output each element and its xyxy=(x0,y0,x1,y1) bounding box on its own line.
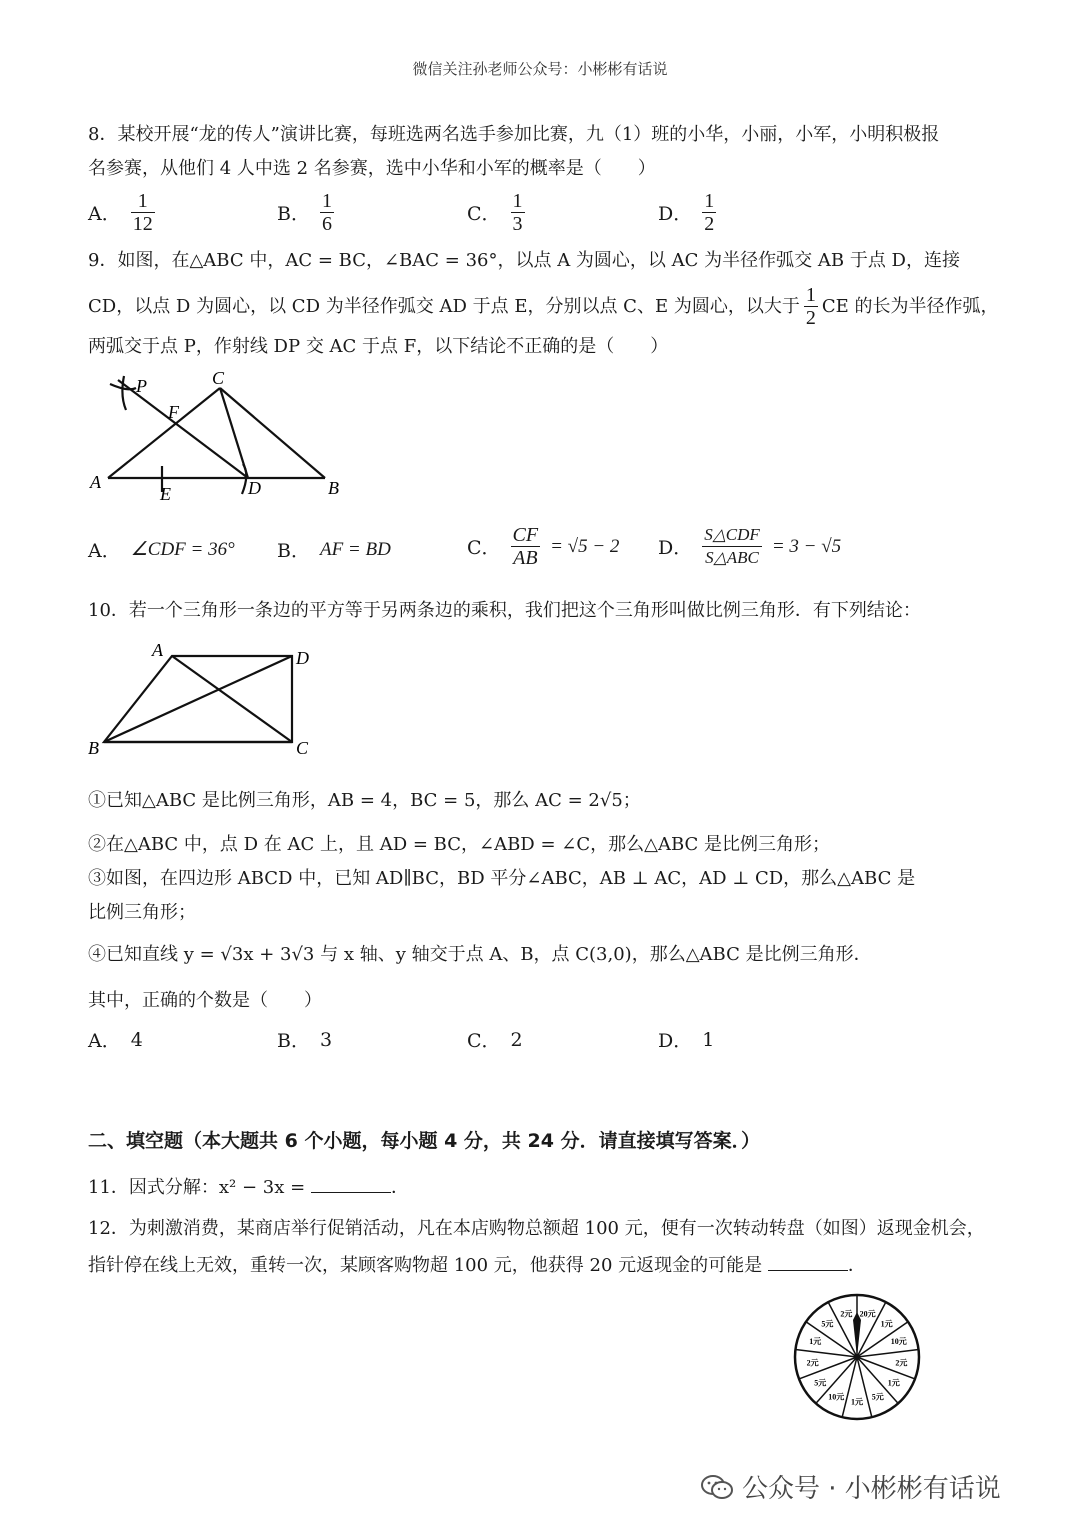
q9-line2 xyxy=(88,284,998,329)
fraction: $\frac{1}{6}$ xyxy=(321,190,332,235)
q9-option-d xyxy=(658,524,841,569)
fraction: $\frac{\text{S△CDF}}{\text{S△ABC}}$ xyxy=(704,525,760,567)
footer-watermark-text: 公众号 · 小彬彬有话说 xyxy=(742,1474,1001,1504)
option-text: 1 xyxy=(702,1028,715,1051)
label-e: E xyxy=(160,484,171,504)
q11 xyxy=(88,1172,409,1201)
section-2-title: 二、填空题（本大题共 6 个小题，每小题 4 分，共 24 分．请直接填写答案．） xyxy=(88,1130,761,1152)
q10-statement-4: ④已知直线 y = √3x + 3√3 与 x 轴、y 轴交于点 A、B，点 C(3,0)，那么△ABC 是比例三角形． xyxy=(88,944,872,965)
q9-option-c xyxy=(467,524,619,569)
option-text: AF = BD xyxy=(319,538,391,560)
q12-line2-text: 指针停在线上无效，重转一次，某顾客购物超 100 元，他获得 20 元返现金的可能是 xyxy=(88,1255,763,1276)
arc-p2 xyxy=(122,376,126,410)
wheel-sector-label: 2元 xyxy=(895,1358,908,1368)
q10-option-d xyxy=(658,1026,714,1053)
q9-option-a xyxy=(88,536,235,563)
q11-suffix: ． xyxy=(390,1177,409,1198)
option-label: C． xyxy=(467,537,501,559)
wheel-sector-label: 20元 xyxy=(859,1309,876,1319)
label-c: C xyxy=(296,738,309,758)
fraction: $\frac{1}{2}$ xyxy=(704,190,715,235)
option-label: A． xyxy=(88,540,121,562)
wheel-sector-label: 1元 xyxy=(809,1337,822,1347)
fraction: $\frac{1}{3}$ xyxy=(512,190,523,235)
label-b: B xyxy=(88,738,99,758)
option-label: C． xyxy=(467,1030,501,1052)
option-label: D． xyxy=(658,1030,693,1052)
option-label: B． xyxy=(277,540,310,562)
option-text: 2 xyxy=(510,1028,523,1051)
wheel-sector-label: 2元 xyxy=(840,1309,853,1319)
q8-option-d xyxy=(658,190,716,235)
wheel-sector-label: 2元 xyxy=(806,1358,819,1368)
option-text: = √5 − 2 xyxy=(550,535,620,557)
q9-option-b xyxy=(277,536,391,563)
fraction: $\frac{CF}{AB}$ xyxy=(512,524,539,569)
wheel-sector-label: 10元 xyxy=(828,1392,845,1402)
q12-answer-blank[interactable] xyxy=(768,1250,848,1271)
option-label: A． xyxy=(88,1030,121,1052)
option-label: B． xyxy=(277,203,310,225)
wheel-sector-label: 1元 xyxy=(887,1378,900,1388)
q9-line2-text: CD，以点 D 为圆心，以 CD 为半径作弧交 AD 于点 E，分别以点 C、E 为圆心，以大于 xyxy=(88,295,800,317)
q10-option-b xyxy=(277,1026,332,1053)
label-d: D xyxy=(248,478,261,498)
q10-option-a xyxy=(88,1026,143,1053)
wheel-sector-label: 5元 xyxy=(871,1392,884,1402)
segment-ac xyxy=(108,388,220,478)
q8-option-c xyxy=(467,190,525,235)
q12-line2 xyxy=(88,1250,866,1279)
label-p: P xyxy=(136,376,147,396)
footer-watermark xyxy=(700,1468,1001,1505)
q11-answer-blank[interactable] xyxy=(311,1172,391,1193)
q9-triangle-figure xyxy=(80,370,360,510)
option-label: D． xyxy=(658,537,693,559)
wheel-sector-label: 5元 xyxy=(821,1319,834,1329)
q9-line2-tail: CE 的长为半径作弧， xyxy=(821,295,999,317)
fraction: $\frac{1}{12}$ xyxy=(132,190,153,235)
option-text: 4 xyxy=(130,1028,143,1051)
q10-statement-3b: 比例三角形； xyxy=(88,902,196,923)
option-text: 3 xyxy=(319,1028,333,1051)
wechat-icon xyxy=(700,1474,734,1500)
diagonal-ac xyxy=(172,656,292,742)
option-text: ∠CDF = 36° xyxy=(130,539,235,560)
label-b: B xyxy=(328,478,339,498)
wheel-sector-label: 10元 xyxy=(890,1337,907,1347)
q12-line1: 12．为刺激消费，某商店举行促销活动，凡在本店购物总额超 100 元，便有一次转动转盘（如图）返现金机会， xyxy=(88,1218,985,1239)
q10-statement-2: ②在△ABC 中，点 D 在 AC 上，且 AD = BC，∠ABD = ∠C，那么△ABC 是比例三角形； xyxy=(88,834,831,855)
option-label: A． xyxy=(88,203,121,225)
q8-line2: 名参赛，从他们 4 人中选 2 名参赛，选中小华和小军的概率是（ ） xyxy=(88,158,656,179)
q9-line3: 两弧交于点 P，作射线 DP 交 AC 于点 F，以下结论不正确的是（ ） xyxy=(88,336,669,357)
label-f: F xyxy=(168,402,179,422)
wheel-hub xyxy=(854,1354,860,1360)
wheel-sector-label: 1元 xyxy=(880,1319,893,1329)
q10-stem: 10．若一个三角形一条边的平方等于另两条边的乘积，我们把这个三角形叫做比例三角形．有下列结论： xyxy=(88,600,921,621)
diagonal-bd xyxy=(104,656,292,742)
q10-statement-1: ①已知△ABC 是比例三角形，AB = 4，BC = 5，那么 AC = 2√5； xyxy=(88,790,641,811)
option-label: D． xyxy=(658,203,693,225)
q10-statement-3a: ③如图，在四边形 ABCD 中，已知 AD∥BC，BD 平分∠ABC，AB ⊥ AC，AD ⊥ CD，那么△ABC 是 xyxy=(88,868,916,889)
q10-quadrilateral-figure xyxy=(84,636,324,766)
segment-cb xyxy=(220,388,325,478)
q9-line1: 9．如图，在△ABC 中，AC = BC，∠BAC = 36°，以点 A 为圆心，以 AC 为半径作弧交 AB 于点 D，连接 xyxy=(88,250,960,271)
q8-line1: 8．某校开展“龙的传人”演讲比赛，每班选两名选手参加比赛，九（1）班的小华，小丽，小军，小明积极报 xyxy=(88,124,940,145)
label-a: A xyxy=(90,472,101,492)
label-d: D xyxy=(296,648,309,668)
fraction-half: $\frac{1}{2}$ xyxy=(805,284,816,329)
option-label: C． xyxy=(467,203,501,225)
wheel-sector-label: 1元 xyxy=(851,1397,863,1407)
q8-option-b xyxy=(277,190,334,235)
label-a: A xyxy=(152,640,163,660)
header-watermark: 微信关注孙老师公众号：小彬彬有话说 xyxy=(412,60,668,78)
q8-option-a xyxy=(88,190,155,235)
wheel-sector-label: 5元 xyxy=(814,1378,827,1388)
option-text: = 3 − √5 xyxy=(771,535,842,557)
q10-question: 其中，正确的个数是（ ） xyxy=(88,990,322,1011)
q10-option-c xyxy=(467,1026,523,1053)
label-c: C xyxy=(212,370,225,388)
q11-text: 11．因式分解：x² − 3x = xyxy=(88,1177,306,1198)
option-label: B． xyxy=(277,1030,310,1052)
q12-spinner-wheel xyxy=(790,1290,924,1424)
q12-suffix: ． xyxy=(847,1255,866,1276)
